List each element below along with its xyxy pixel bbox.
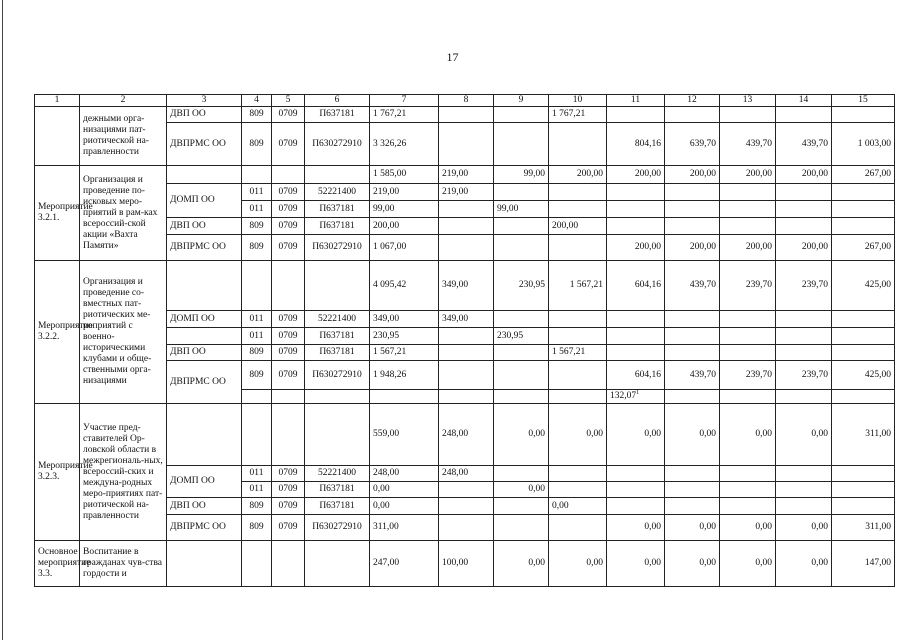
source-cell (167, 328, 242, 345)
value-cell (720, 466, 776, 482)
value-cell (776, 390, 832, 404)
value-cell: 311,00 (832, 515, 895, 541)
value-cell (665, 311, 720, 328)
code-cell: 0709 (272, 107, 305, 123)
value-cell: 0,00 (370, 482, 439, 498)
code-cell: 809 (242, 345, 272, 361)
source-cell: ДВПРМС ОО (167, 235, 242, 261)
code-cell (272, 166, 305, 184)
code-cell: П637181 (305, 345, 370, 361)
code-cell: 809 (242, 515, 272, 541)
code-cell: П637181 (305, 201, 370, 218)
code-cell: П630272910 (305, 123, 370, 166)
value-cell: 559,00 (370, 404, 439, 466)
value-cell: 200,00 (665, 235, 720, 261)
value-cell: 230,95 (494, 261, 549, 311)
source-cell: ДВП ОО (167, 218, 242, 235)
value-cell: 439,70 (720, 123, 776, 166)
value-cell (494, 390, 549, 404)
value-cell (720, 201, 776, 218)
table-row (35, 541, 895, 587)
value-cell (665, 218, 720, 235)
value-cell: 1 767,21 (549, 107, 607, 123)
value-cell (776, 345, 832, 361)
value-cell (439, 235, 494, 261)
code-cell: 011 (242, 466, 272, 482)
value-cell (832, 390, 895, 404)
code-cell: 0709 (272, 235, 305, 261)
value-cell (607, 311, 665, 328)
value-cell: 219,00 (439, 166, 494, 184)
label-cell (35, 107, 80, 166)
value-cell: 0,00 (607, 404, 665, 466)
value-cell (494, 235, 549, 261)
value-cell (832, 218, 895, 235)
code-cell: 0709 (272, 201, 305, 218)
value-cell: 1 567,21 (370, 345, 439, 361)
code-cell: П637181 (305, 482, 370, 498)
value-cell (720, 184, 776, 201)
code-cell: 0709 (272, 345, 305, 361)
value-cell: 248,00 (439, 466, 494, 482)
source-cell (167, 404, 242, 466)
description-cell: Организация и проведение со-вместных пат-риотических ме-роприятий с военно-историческими клубами и обще-ственными орга-низациями (80, 261, 167, 404)
code-cell: 0709 (272, 466, 305, 482)
table-row (35, 261, 895, 311)
value-cell (494, 107, 549, 123)
value-cell: 425,00 (832, 361, 895, 390)
value-cell: 200,00 (720, 235, 776, 261)
col-header: 6 (305, 95, 370, 107)
value-cell: 0,00 (776, 515, 832, 541)
value-cell: 604,16 (607, 261, 665, 311)
value-cell (720, 328, 776, 345)
value-cell: 200,00 (720, 166, 776, 184)
value-cell (494, 311, 549, 328)
value-cell: 439,70 (665, 361, 720, 390)
value-cell: 200,00 (607, 166, 665, 184)
value-cell: 349,00 (439, 311, 494, 328)
value-cell: 1 567,21 (549, 261, 607, 311)
column-header-row (35, 95, 895, 107)
source-cell: ДВП ОО (167, 345, 242, 361)
source-cell: ДОМП ОО (167, 184, 242, 218)
value-cell (439, 107, 494, 123)
col-header: 4 (242, 95, 272, 107)
source-cell: ДВП ОО (167, 498, 242, 515)
value-cell: 219,00 (370, 184, 439, 201)
col-header: 11 (607, 95, 665, 107)
value-cell: 200,00 (607, 235, 665, 261)
source-cell: ДВПРМС ОО (167, 361, 242, 404)
value-cell (832, 184, 895, 201)
code-cell: 52221400 (305, 184, 370, 201)
value-cell: 349,00 (370, 311, 439, 328)
value-cell (832, 345, 895, 361)
value-cell (549, 235, 607, 261)
value-cell (665, 201, 720, 218)
label-cell: Мероприятие 3.2.3. (35, 404, 80, 541)
code-cell: 0709 (272, 328, 305, 345)
value-cell (549, 515, 607, 541)
value-cell (665, 390, 720, 404)
code-cell (242, 404, 272, 466)
value-cell (549, 184, 607, 201)
code-cell (305, 390, 370, 404)
value-cell: 4 095,42 (370, 261, 439, 311)
value-cell (439, 515, 494, 541)
value-cell (776, 201, 832, 218)
value-cell: 604,16 (607, 361, 665, 390)
col-header: 3 (167, 95, 242, 107)
value-cell (494, 498, 549, 515)
value-cell: 200,00 (665, 166, 720, 184)
value-cell: 349,00 (439, 261, 494, 311)
code-cell: П637181 (305, 107, 370, 123)
value-cell: 239,70 (720, 361, 776, 390)
value-cell (607, 390, 665, 404)
code-cell (305, 404, 370, 466)
value-cell (549, 390, 607, 404)
value-cell (439, 498, 494, 515)
code-cell: 0709 (272, 498, 305, 515)
value-cell: 248,00 (370, 466, 439, 482)
source-cell: ДВПРМС ОО (167, 123, 242, 166)
value-cell (607, 482, 665, 498)
code-cell: 011 (242, 328, 272, 345)
value-cell (665, 466, 720, 482)
code-cell (305, 261, 370, 311)
code-cell: П637181 (305, 498, 370, 515)
value-cell: 1 767,21 (370, 107, 439, 123)
col-header: 13 (720, 95, 776, 107)
value-cell: 425,00 (832, 261, 895, 311)
label-cell: Основное мероприятие 3.3. (35, 541, 80, 587)
value-cell: 311,00 (370, 515, 439, 541)
value-cell (776, 498, 832, 515)
value-cell: 0,00 (607, 541, 665, 587)
value-cell (832, 107, 895, 123)
value-cell (720, 390, 776, 404)
code-cell: П630272910 (305, 515, 370, 541)
code-cell (272, 390, 305, 404)
table-row (35, 166, 895, 184)
value-cell (665, 107, 720, 123)
value-cell (494, 123, 549, 166)
value-cell: 3 326,26 (370, 123, 439, 166)
value-cell: 239,70 (720, 261, 776, 311)
value-cell: 200,00 (549, 218, 607, 235)
value-cell (720, 498, 776, 515)
value-cell: 239,70 (776, 361, 832, 390)
value-cell: 0,00 (665, 541, 720, 587)
value-cell: 0,00 (776, 541, 832, 587)
code-cell: 809 (242, 361, 272, 390)
value-cell (832, 328, 895, 345)
col-header: 1 (35, 95, 80, 107)
value-cell (439, 201, 494, 218)
col-header: 2 (80, 95, 167, 107)
value-cell (776, 184, 832, 201)
code-cell (242, 541, 272, 587)
code-cell: 52221400 (305, 466, 370, 482)
value-cell (549, 328, 607, 345)
source-cell: ДОМП ОО (167, 466, 242, 498)
value-cell: 248,00 (439, 404, 494, 466)
table-row (35, 404, 895, 466)
value-cell: 0,00 (665, 404, 720, 466)
value-cell (549, 361, 607, 390)
value-cell (720, 218, 776, 235)
value-cell (549, 482, 607, 498)
code-cell: 0709 (272, 515, 305, 541)
description-cell: Воспитание в гражданах чув-ства гордости и (80, 541, 167, 587)
value-text: 132,07 (610, 391, 637, 401)
value-cell (607, 184, 665, 201)
code-cell: 52221400 (305, 311, 370, 328)
col-header: 5 (272, 95, 305, 107)
value-cell: 0,00 (720, 541, 776, 587)
code-cell: 0709 (272, 482, 305, 498)
value-cell (439, 345, 494, 361)
col-header: 7 (370, 95, 439, 107)
value-cell (439, 123, 494, 166)
value-cell: 439,70 (776, 123, 832, 166)
value-cell: 0,00 (494, 541, 549, 587)
description-cell: Участие пред-ставителей Ор-ловской области в межрегиональ-ных, всероссий-ских и междуна-родных меро-приятиях пат-риотической на-правленности (80, 404, 167, 541)
label-cell: Мероприятие 3.2.2. (35, 261, 80, 404)
value-cell: 0,00 (370, 498, 439, 515)
table-row (35, 107, 895, 123)
source-cell (167, 166, 242, 184)
left-margin-line (2, 0, 3, 640)
code-cell: 809 (242, 498, 272, 515)
value-cell (549, 311, 607, 328)
value-cell (776, 328, 832, 345)
value-cell: 147,00 (832, 541, 895, 587)
code-cell (272, 541, 305, 587)
value-cell: 247,00 (370, 541, 439, 587)
value-cell (720, 345, 776, 361)
value-cell: 0,00 (607, 515, 665, 541)
value-cell (439, 390, 494, 404)
value-cell: 100,00 (439, 541, 494, 587)
value-cell: 200,00 (370, 218, 439, 235)
value-cell: 230,95 (370, 328, 439, 345)
code-cell: 0709 (272, 361, 305, 390)
value-cell: 1 003,00 (832, 123, 895, 166)
value-cell (665, 498, 720, 515)
value-cell: 1 585,00 (370, 166, 439, 184)
code-cell (272, 261, 305, 311)
value-cell: 99,00 (494, 166, 549, 184)
value-cell: 239,70 (776, 261, 832, 311)
value-cell: 439,70 (665, 261, 720, 311)
value-cell: 230,95 (494, 328, 549, 345)
value-cell (439, 361, 494, 390)
value-cell (439, 218, 494, 235)
value-cell (494, 345, 549, 361)
value-cell (832, 482, 895, 498)
value-cell: 0,00 (720, 515, 776, 541)
value-cell: 99,00 (370, 201, 439, 218)
value-cell (549, 123, 607, 166)
value-cell: 99,00 (494, 201, 549, 218)
value-cell (439, 328, 494, 345)
code-cell (242, 390, 272, 404)
value-cell (776, 466, 832, 482)
value-cell (665, 328, 720, 345)
value-cell (720, 107, 776, 123)
value-cell (607, 498, 665, 515)
value-cell (549, 201, 607, 218)
code-cell (242, 261, 272, 311)
source-cell (167, 541, 242, 587)
code-cell: П630272910 (305, 361, 370, 390)
source-cell: ДВП ОО (167, 107, 242, 123)
value-cell (776, 482, 832, 498)
value-cell: 0,00 (549, 498, 607, 515)
value-cell: 267,00 (832, 166, 895, 184)
value-cell: 0,00 (665, 515, 720, 541)
value-cell (494, 466, 549, 482)
value-cell (665, 482, 720, 498)
code-cell (305, 541, 370, 587)
description-cell: дежными орга-низациями пат-риотической на-правленности (80, 107, 167, 166)
code-cell: 011 (242, 201, 272, 218)
code-cell (242, 166, 272, 184)
col-header: 9 (494, 95, 549, 107)
value-cell (494, 361, 549, 390)
value-cell (607, 328, 665, 345)
value-cell (665, 345, 720, 361)
value-cell: 200,00 (549, 166, 607, 184)
code-cell (272, 404, 305, 466)
footnote-mark: 1 (636, 389, 640, 396)
code-cell: П630272910 (305, 235, 370, 261)
code-cell: 0709 (272, 184, 305, 201)
code-cell: П637181 (305, 218, 370, 235)
code-cell: 809 (242, 123, 272, 166)
value-cell (439, 482, 494, 498)
value-cell (370, 390, 439, 404)
value-cell: 267,00 (832, 235, 895, 261)
budget-table (34, 94, 895, 587)
code-cell: 809 (242, 235, 272, 261)
page-number: 17 (446, 50, 459, 64)
source-cell: ДВПРМС ОО (167, 515, 242, 541)
value-cell (776, 107, 832, 123)
value-cell: 1 067,00 (370, 235, 439, 261)
code-cell: 809 (242, 107, 272, 123)
code-cell: П637181 (305, 328, 370, 345)
value-cell (832, 498, 895, 515)
value-cell: 0,00 (776, 404, 832, 466)
source-cell: ДОМП ОО (167, 311, 242, 328)
value-cell: 219,00 (439, 184, 494, 201)
value-cell (832, 311, 895, 328)
value-cell (720, 311, 776, 328)
col-header: 10 (549, 95, 607, 107)
value-cell (832, 201, 895, 218)
value-cell: 0,00 (720, 404, 776, 466)
value-cell (720, 482, 776, 498)
code-cell: 011 (242, 311, 272, 328)
code-cell (305, 166, 370, 184)
value-cell (549, 466, 607, 482)
code-cell: 0709 (272, 218, 305, 235)
value-cell: 804,16 (607, 123, 665, 166)
value-cell (665, 184, 720, 201)
value-cell (776, 311, 832, 328)
value-cell: 1 567,21 (549, 345, 607, 361)
value-cell: 311,00 (832, 404, 895, 466)
value-cell (832, 466, 895, 482)
value-cell (607, 466, 665, 482)
value-cell (607, 345, 665, 361)
value-cell: 200,00 (776, 166, 832, 184)
value-cell (607, 218, 665, 235)
code-cell: 809 (242, 218, 272, 235)
value-cell: 639,70 (665, 123, 720, 166)
col-header: 14 (776, 95, 832, 107)
value-cell (776, 218, 832, 235)
col-header: 12 (665, 95, 720, 107)
value-cell (494, 184, 549, 201)
value-cell: 0,00 (494, 404, 549, 466)
code-cell: 0709 (272, 123, 305, 166)
value-cell (494, 218, 549, 235)
label-cell: Мероприятие 3.2.1. (35, 166, 80, 261)
value-cell: 1 948,26 (370, 361, 439, 390)
code-cell: 011 (242, 184, 272, 201)
code-cell: 011 (242, 482, 272, 498)
value-cell (607, 107, 665, 123)
value-cell: 0,00 (549, 541, 607, 587)
col-header: 15 (832, 95, 895, 107)
code-cell: 0709 (272, 311, 305, 328)
description-cell: Организация и проведение по-исковых меро-приятий в рам-ках всероссий-ской акции «Вахта Памяти» (80, 166, 167, 261)
source-cell (167, 261, 242, 311)
value-cell (607, 201, 665, 218)
value-cell: 0,00 (549, 404, 607, 466)
col-header: 8 (439, 95, 494, 107)
value-cell: 0,00 (494, 482, 549, 498)
value-cell (494, 515, 549, 541)
value-cell: 200,00 (776, 235, 832, 261)
